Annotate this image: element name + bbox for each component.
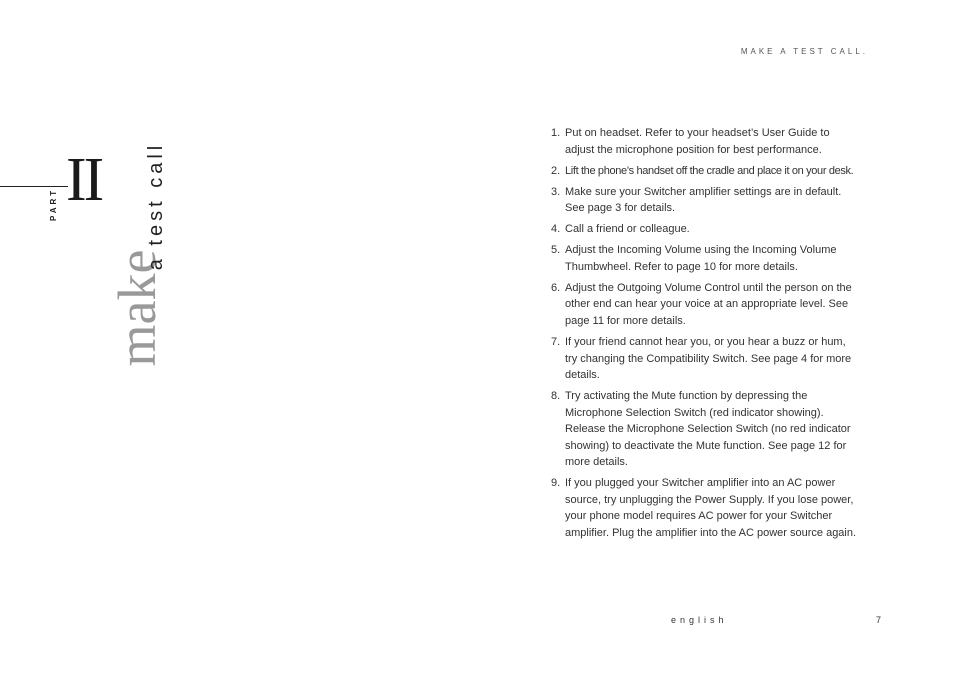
- step-item: [549, 125, 859, 158]
- step-text: Make sure your Switcher amplifier settings are in default. See page 3 for details.: [565, 185, 842, 215]
- step-item: [549, 221, 859, 238]
- step-item: [549, 242, 859, 275]
- instruction-steps: [549, 125, 859, 546]
- step-item: [549, 163, 859, 180]
- step-number: 2.: [551, 164, 561, 177]
- section-subtitle: a test call: [145, 141, 167, 271]
- step-item: [549, 280, 859, 330]
- step-text: If your friend cannot hear you, or you hear a buzz or hum, try changing the Compatibility Switch. See page 4 for more details.: [565, 336, 852, 382]
- step-number: 3.: [551, 185, 561, 198]
- footer-language: english: [671, 615, 728, 625]
- step-number: 7.: [551, 336, 561, 349]
- section-rule: [0, 186, 68, 187]
- step-number: 9.: [551, 477, 561, 490]
- part-numeral: II: [66, 146, 102, 214]
- step-text: Call a friend or colleague.: [565, 223, 690, 236]
- step-number: 6.: [551, 281, 561, 294]
- step-number: 4.: [551, 223, 561, 236]
- step-text: Put on headset. Refer to your headset’s User Guide to adjust the microphone position for best performance.: [565, 127, 830, 156]
- step-item: [549, 184, 859, 217]
- running-header: MAKE A TEST CALL.: [740, 47, 868, 56]
- step-number: 1.: [551, 127, 561, 139]
- step-text: Adjust the Incoming Volume using the Incoming Volume Thumbwheel. Refer to page 10 for more details.: [565, 244, 837, 273]
- step-item: [549, 475, 859, 541]
- step-text: If you plugged your Switcher amplifier into an AC power source, try unplugging the Power Supply. If you lose power, your phone model requires AC power for your Switcher amplifier. Plug the amplifier into the AC power source again.: [565, 477, 857, 539]
- page-number: 7: [876, 615, 882, 625]
- part-label: PART: [49, 187, 58, 221]
- step-text: Try activating the Mute function by depressing the Microphone Selection Switch (red indicator showing). Release the Microphone Selection Switch (no red indicator showing) to deactivate the Mute function. See page 12 for more details.: [565, 390, 851, 469]
- section-title-word: make: [107, 249, 167, 367]
- step-number: 5.: [551, 244, 561, 257]
- step-text: Adjust the Outgoing Volume Control until the person on the other end can hear your voice at an appropriate level. See page 11 for more details.: [565, 281, 852, 327]
- step-text: Lift the phone’s handset off the cradle and place it on your desk.: [565, 164, 854, 177]
- step-item: [549, 388, 859, 471]
- step-item: [549, 334, 859, 384]
- step-number: 8.: [551, 390, 561, 403]
